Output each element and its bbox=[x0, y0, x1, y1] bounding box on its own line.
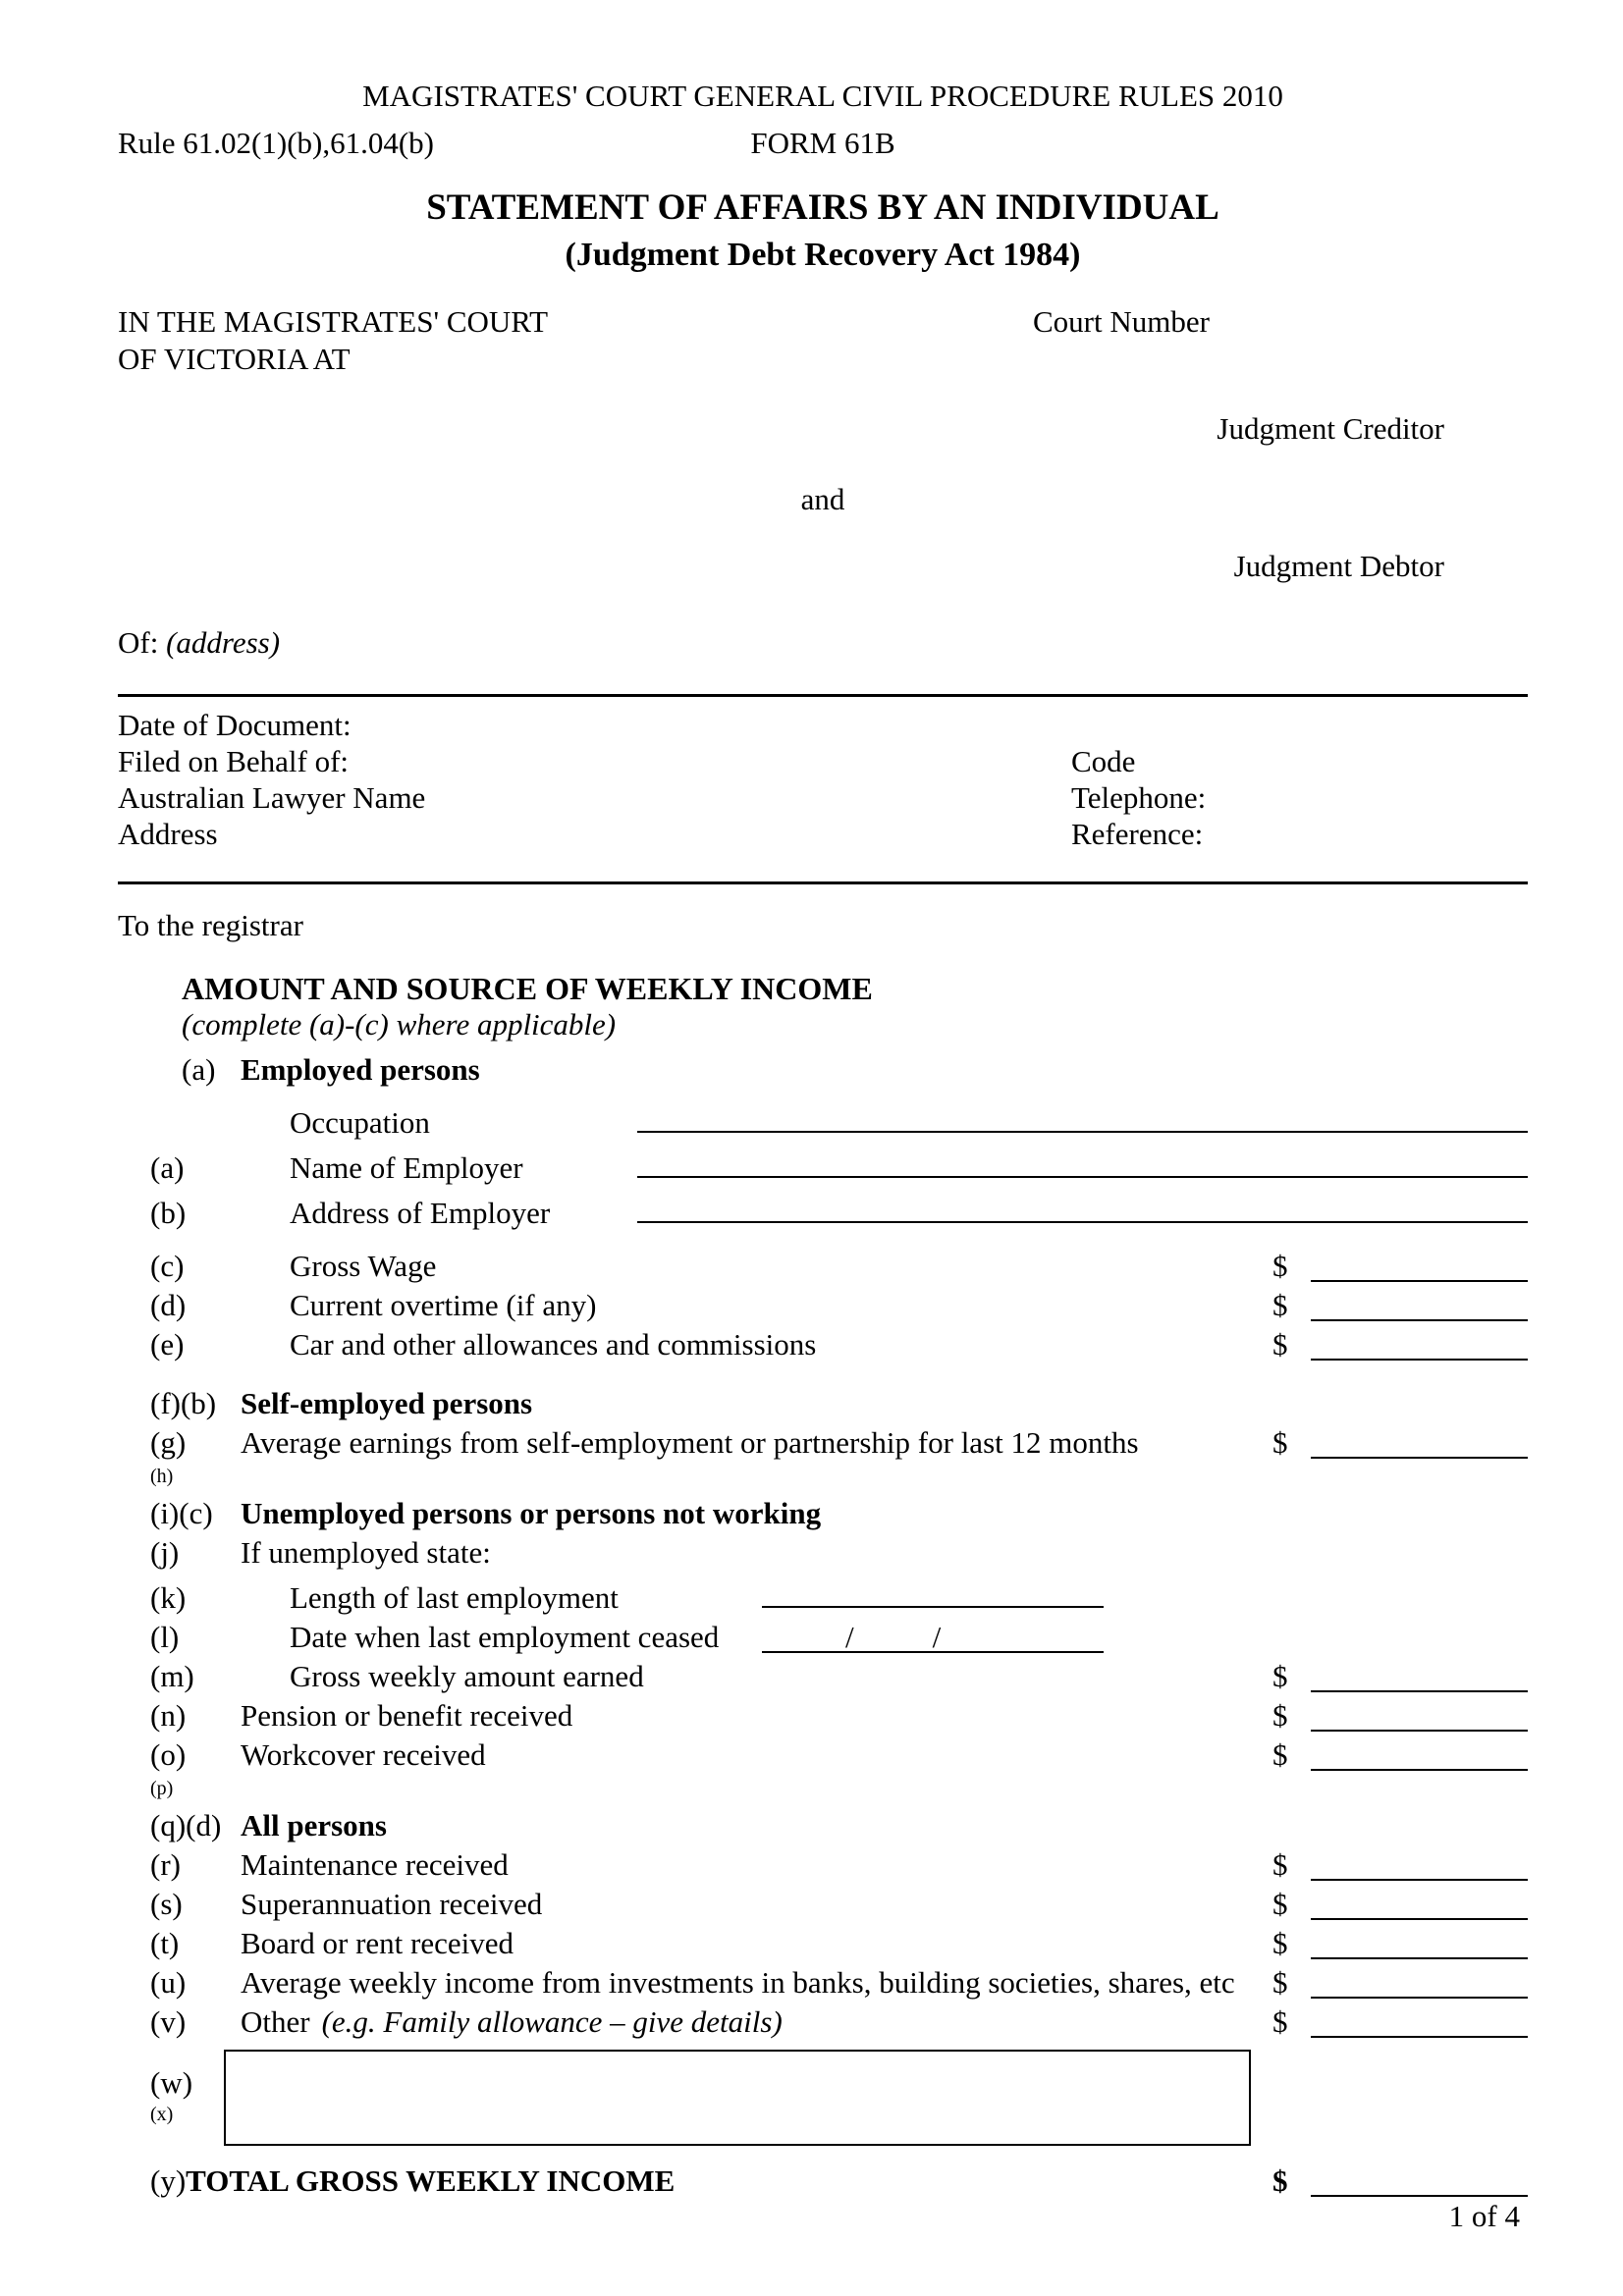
amount-field bbox=[1272, 1735, 1528, 1775]
date-ceased-row bbox=[118, 1618, 1528, 1657]
form-title: STATEMENT OF AFFAIRS BY AN INDIVIDUAL bbox=[426, 187, 1219, 228]
amount-field bbox=[1272, 1963, 1528, 2002]
and-separator: and bbox=[800, 482, 845, 516]
court-name-line2: OF VICTORIA AT bbox=[118, 342, 351, 376]
item-label: Pension or benefit received bbox=[241, 1698, 573, 1733]
item-letter-w: (w) bbox=[150, 2065, 193, 2100]
reference-label: Reference: bbox=[1071, 817, 1204, 851]
amount-field-line[interactable] bbox=[1311, 1735, 1528, 1771]
item-label: Gross Wage bbox=[290, 1249, 437, 1283]
self-employed-earnings-row bbox=[118, 1423, 1528, 1463]
section-title: All persons bbox=[241, 1808, 387, 1842]
amount-field-line[interactable] bbox=[1311, 1657, 1528, 1692]
section-letter: (a) bbox=[182, 1052, 216, 1087]
length-employment-row bbox=[118, 1573, 1528, 1618]
item-label: Length of last employment bbox=[290, 1580, 619, 1615]
amount-field-line[interactable] bbox=[1311, 1325, 1528, 1361]
date-separator: / bbox=[932, 1620, 942, 1654]
total-gross-weekly-income-row bbox=[118, 2162, 1528, 2201]
rules-title: MAGISTRATES' COURT GENERAL CIVIL PROCEDURE RULES 2010 bbox=[362, 79, 1283, 113]
other-details-area bbox=[118, 2050, 1528, 2158]
amount-field-line[interactable] bbox=[1311, 1696, 1528, 1732]
section-letter: (q)(d) bbox=[150, 1808, 222, 1842]
gross-wage-row bbox=[118, 1247, 1528, 1286]
superannuation-row bbox=[118, 1885, 1528, 1924]
other-details-box[interactable] bbox=[224, 2050, 1251, 2146]
dollar-sign: $ bbox=[1272, 1847, 1288, 1882]
divider-bottom bbox=[118, 881, 1528, 884]
form-number: FORM 61B bbox=[750, 126, 895, 160]
amount-field bbox=[1272, 1423, 1528, 1463]
amount-field-line[interactable] bbox=[1311, 1247, 1528, 1282]
dollar-sign: $ bbox=[1272, 1926, 1288, 1960]
pension-row bbox=[118, 1696, 1528, 1735]
filing-block bbox=[118, 707, 1528, 852]
item-letter: (k) bbox=[150, 1580, 187, 1615]
amount-field bbox=[1272, 1845, 1528, 1885]
item-letter: (d) bbox=[150, 1288, 187, 1322]
rule-reference: Rule 61.02(1)(b),61.04(b) bbox=[118, 126, 434, 160]
lawyer-address-label: Address bbox=[118, 817, 218, 851]
dollar-sign: $ bbox=[1272, 1965, 1288, 2000]
item-letter: (m) bbox=[150, 1659, 194, 1693]
employer-address-row bbox=[118, 1188, 1528, 1233]
workcover-row bbox=[118, 1735, 1528, 1775]
amount-field-line[interactable] bbox=[1311, 2162, 1528, 2197]
judgment-debtor-label: Judgment Debtor bbox=[1233, 549, 1444, 583]
small-letter-h: (h) bbox=[150, 1466, 174, 1487]
registrar-line: To the registrar bbox=[118, 908, 303, 942]
section-letter: (i)(c) bbox=[150, 1496, 213, 1530]
section-title: Self-employed persons bbox=[241, 1386, 533, 1420]
dollar-sign: $ bbox=[1272, 1698, 1288, 1733]
item-letter: (s) bbox=[150, 1887, 183, 1921]
amount-field-line[interactable] bbox=[1311, 1423, 1528, 1459]
item-label: Workcover received bbox=[241, 1737, 486, 1772]
divider-top bbox=[118, 694, 1528, 697]
date-separator: / bbox=[845, 1620, 854, 1654]
item-label: Date when last employment ceased bbox=[290, 1620, 720, 1654]
form-reference-row bbox=[118, 126, 1528, 165]
amount-field bbox=[1272, 1696, 1528, 1735]
income-section-note: (complete (a)-(c) where applicable) bbox=[182, 1007, 617, 1041]
employer-name-field-line[interactable] bbox=[637, 1143, 1528, 1178]
employer-address-label: Address of Employer bbox=[290, 1196, 551, 1230]
dollar-sign: $ bbox=[1272, 2004, 1288, 2039]
section-d-heading bbox=[118, 1806, 1528, 1845]
amount-field bbox=[1272, 1657, 1528, 1696]
item-letter: (e) bbox=[150, 1327, 185, 1362]
section-letter: (f)(b) bbox=[150, 1386, 217, 1420]
amount-field bbox=[1272, 1885, 1528, 1924]
telephone-label: Telephone: bbox=[1071, 780, 1207, 815]
wx-letter-column bbox=[150, 2067, 192, 2130]
item-label: Other bbox=[241, 2004, 310, 2039]
item-label: Car and other allowances and commissions bbox=[290, 1327, 817, 1362]
item-letter: (u) bbox=[150, 1965, 187, 2000]
occupation-label: Occupation bbox=[290, 1105, 430, 1140]
amount-field-line[interactable] bbox=[1311, 2002, 1528, 2038]
other-income-row bbox=[118, 2002, 1528, 2042]
amount-field-line[interactable] bbox=[1311, 1286, 1528, 1321]
board-rent-row bbox=[118, 1924, 1528, 1963]
length-employment-field-line[interactable] bbox=[762, 1573, 1104, 1608]
section-title: Unemployed persons or persons not working bbox=[241, 1496, 822, 1530]
address-placeholder: (address) bbox=[166, 625, 281, 660]
section-title: Employed persons bbox=[241, 1052, 480, 1087]
overtime-row bbox=[118, 1286, 1528, 1325]
item-letter: (a) bbox=[150, 1150, 185, 1185]
item-letter: (l) bbox=[150, 1620, 180, 1654]
occupation-row bbox=[118, 1097, 1528, 1143]
section-c-heading bbox=[118, 1494, 1528, 1533]
form-subtitle: (Judgment Debt Recovery Act 1984) bbox=[565, 237, 1081, 273]
item-letter: (y) bbox=[150, 2163, 187, 2198]
amount-field-line[interactable] bbox=[1311, 1963, 1528, 1999]
item-label: Current overtime (if any) bbox=[290, 1288, 597, 1322]
filing-left-column bbox=[118, 707, 1528, 852]
gross-weekly-earned-row bbox=[118, 1657, 1528, 1696]
date-of-document-label: Date of Document: bbox=[118, 708, 352, 742]
filing-right-column bbox=[1071, 743, 1206, 852]
dollar-sign: $ bbox=[1272, 1737, 1288, 1772]
dollar-sign: $ bbox=[1272, 1425, 1288, 1460]
page-number: 1 of 4 bbox=[1448, 2199, 1520, 2233]
form-content bbox=[118, 0, 1528, 2201]
section-b-heading bbox=[118, 1384, 1528, 1423]
section-a-heading bbox=[118, 1050, 1528, 1090]
item-label: Superannuation received bbox=[241, 1887, 543, 1921]
dollar-sign: $ bbox=[1272, 1288, 1288, 1322]
amount-field-line[interactable] bbox=[1311, 1845, 1528, 1881]
employer-name-row bbox=[118, 1143, 1528, 1188]
debtor-address-line bbox=[118, 625, 1528, 661]
amount-field bbox=[1272, 1286, 1528, 1325]
lawyer-name: Australian Lawyer Name bbox=[118, 780, 426, 815]
court-number-label: Court Number bbox=[1033, 304, 1210, 339]
item-letter: (g) bbox=[150, 1425, 187, 1460]
item-label-note: (e.g. Family allowance – give details) bbox=[321, 2004, 783, 2039]
item-letter: (n) bbox=[150, 1698, 187, 1733]
total-label: TOTAL GROSS WEEKLY INCOME bbox=[186, 2163, 676, 2198]
investments-row bbox=[118, 1963, 1528, 2002]
amount-field bbox=[1272, 1325, 1528, 1364]
dollar-sign: $ bbox=[1272, 1249, 1288, 1283]
of-label: Of: bbox=[118, 625, 159, 660]
item-label: Average earnings from self-employment or partnership for last 12 months bbox=[241, 1425, 1139, 1460]
item-label: Board or rent received bbox=[241, 1926, 514, 1960]
item-letter: (v) bbox=[150, 2004, 187, 2039]
filed-on-behalf-label: Filed on Behalf of: bbox=[118, 744, 350, 778]
employer-address-field-line[interactable] bbox=[637, 1188, 1528, 1223]
item-letter: (j) bbox=[150, 1535, 180, 1570]
employer-name-label: Name of Employer bbox=[290, 1150, 523, 1185]
amount-field-line[interactable] bbox=[1311, 1885, 1528, 1920]
item-letter: (t) bbox=[150, 1926, 180, 1960]
amount-field bbox=[1272, 1247, 1528, 1286]
if-unemployed-row bbox=[118, 1533, 1528, 1573]
code-label: Code bbox=[1071, 744, 1136, 778]
item-label: If unemployed state: bbox=[241, 1535, 491, 1570]
dollar-sign: $ bbox=[1272, 1659, 1288, 1693]
court-name-line1: IN THE MAGISTRATES' COURT bbox=[118, 304, 549, 339]
item-letter: (o) bbox=[150, 1737, 187, 1772]
amount-field-line[interactable] bbox=[1311, 1924, 1528, 1959]
maintenance-row bbox=[118, 1845, 1528, 1885]
date-ceased-field-line[interactable] bbox=[762, 1618, 1104, 1653]
dollar-sign: $ bbox=[1272, 2163, 1288, 2198]
income-section-heading: AMOUNT AND SOURCE OF WEEKLY INCOME bbox=[182, 971, 873, 1006]
dollar-sign: $ bbox=[1272, 1887, 1288, 1921]
item-label: Average weekly income from investments in banks, building societies, shares, etc bbox=[241, 1965, 1235, 2000]
court-block bbox=[118, 303, 1528, 378]
total-amount-field bbox=[1272, 2162, 1528, 2201]
item-letter: (c) bbox=[150, 1249, 185, 1283]
small-letter-p: (p) bbox=[150, 1778, 174, 1799]
item-label: Maintenance received bbox=[241, 1847, 509, 1882]
item-letter: (b) bbox=[150, 1196, 187, 1230]
amount-field bbox=[1272, 2002, 1528, 2042]
item-letter: (r) bbox=[150, 1847, 181, 1882]
occupation-field-line[interactable] bbox=[637, 1097, 1528, 1133]
allowances-row bbox=[118, 1325, 1528, 1364]
item-label: Gross weekly amount earned bbox=[290, 1659, 644, 1693]
amount-field bbox=[1272, 1924, 1528, 1963]
small-letter-x: (x) bbox=[150, 2104, 174, 2125]
judgment-creditor-label: Judgment Creditor bbox=[1217, 411, 1444, 446]
dollar-sign: $ bbox=[1272, 1327, 1288, 1362]
